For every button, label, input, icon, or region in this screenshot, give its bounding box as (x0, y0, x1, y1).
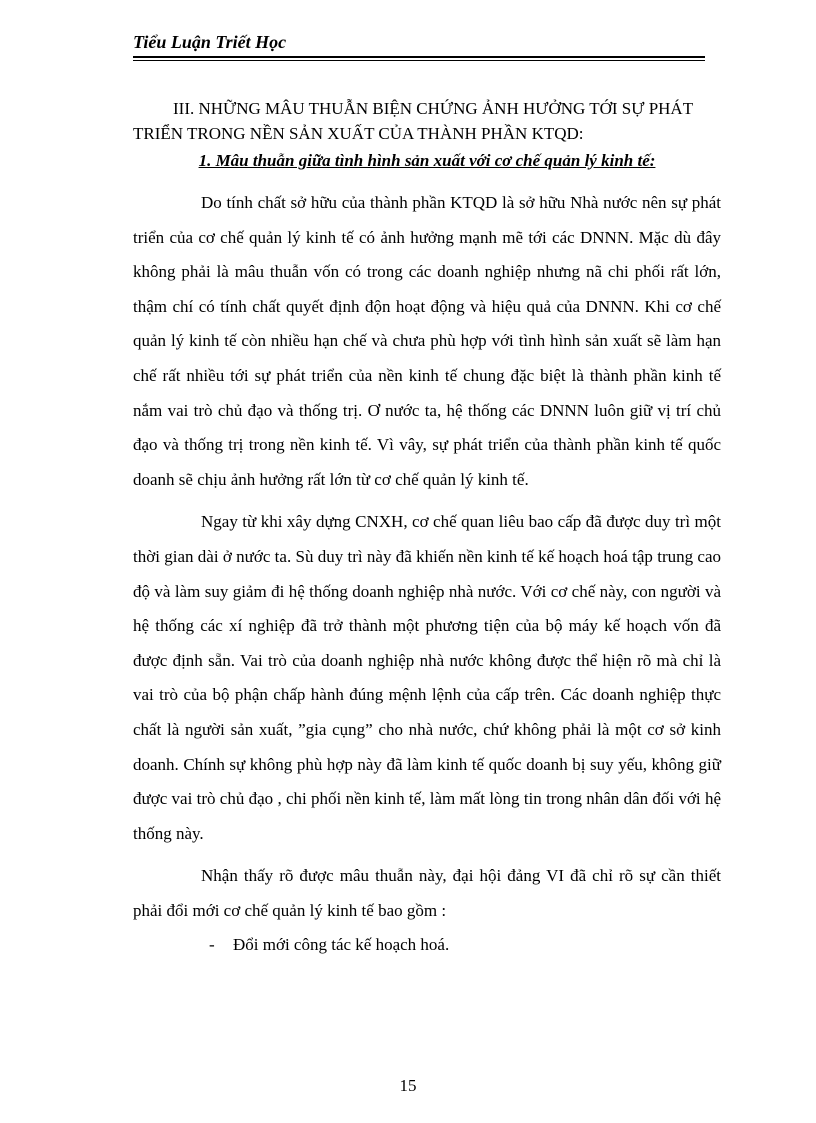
paragraph-3: Nhận thấy rõ được mâu thuẫn này, đại hội đảng VI đã chỉ rõ sự cần thiết phải đổi mới cơ chế quản lý kinh tế bao gồm : (133, 866, 721, 920)
list-item (133, 928, 721, 962)
page-content (133, 96, 721, 962)
subsection-heading: 1. Mâu thuẫn giữa tình hình sản xuất với cơ chế quản lý kinh tế: (198, 151, 656, 170)
page-header (133, 30, 705, 61)
paragraph-2: Ngay từ khi xây dựng CNXH, cơ chế quan liêu bao cấp đã được duy trì một thời gian dài ở nước ta. Sù duy trì này đã khiến nền kinh tế kế hoạch hoá tập trung cao độ và làm suy giảm đi hệ thống doanh nghiệp nhà nước. Với cơ chế này, con người và hệ thống các xí nghiệp đã trở thành một phương tiện của bộ máy kế hoạch vốn đã được định sẵn. Vai trò của doanh nghiệp nhà nước không được thể hiện rõ mà chỉ là vai trò của bộ phận chấp hành đúng mệnh lệnh của cấp trên. Các doanh nghiệp thực chất là người sản xuất, ”gia cụng” cho nhà nước, chứ không phải là một cơ sở kinh doanh. Chính sự không phù hợp này đã làm kinh tế quốc doanh bị suy yếu, không giữ được vai trò chủ đạo , chi phối nền kinh tế, làm mất lòng tin trong nhân dân đối với hệ thống này. (133, 512, 721, 843)
document-title: Tiểu Luận Triết Học (133, 32, 287, 52)
section-heading-line-2: TRIỂN TRONG NỀN SẢN XUẤT CỦA THÀNH PHẦN KTQD: (133, 124, 584, 143)
paragraph-1: Do tính chất sở hữu của thành phần KTQD là sở hữu Nhà nước nên sự phát triển của cơ chế quản lý kinh tế có ảnh hưởng mạnh mẽ tới các DNNN. Mặc dù đây không phải là mâu thuẫn vốn có trong các doanh nghiệp nhưng nã chi phối rất lớn, thậm chí có tính chất quyết định độn hoạt động và hiệu quả của DNNN. Khi cơ chế quản lý kinh tế còn nhiều hạn chế và chưa phù hợp với tình hình sản xuất sẽ làm hạn chế rất nhiều tới sự phát triển của nền kinh tế chung đặc biệt là thành phần kinh tế nắm vai trò chủ đạo và thống trị. Ơ nước ta, hệ thống các DNNN luôn giữ vị trí chủ đạo và thống trị trong nền kinh tế. Vì vây, sự phát triển của thành phần kinh tế quốc doanh sẽ chịu ảnh hưởng rất lớn từ cơ chế quản lý kinh tế. (133, 193, 721, 489)
bullet-marker: - (209, 935, 215, 955)
page-number: 15 (399, 1076, 417, 1095)
section-heading (133, 96, 721, 146)
header-divider (133, 56, 705, 58)
list-item-text: Đổi mới công tác kế hoạch hoá. (233, 935, 450, 955)
section-heading-line-1: III. NHỮNG MÂU THUẪN BIỆN CHỨNG ẢNH HƯỞNG TỚI SỰ PHÁT (173, 99, 694, 118)
header-divider-thin (133, 60, 705, 61)
